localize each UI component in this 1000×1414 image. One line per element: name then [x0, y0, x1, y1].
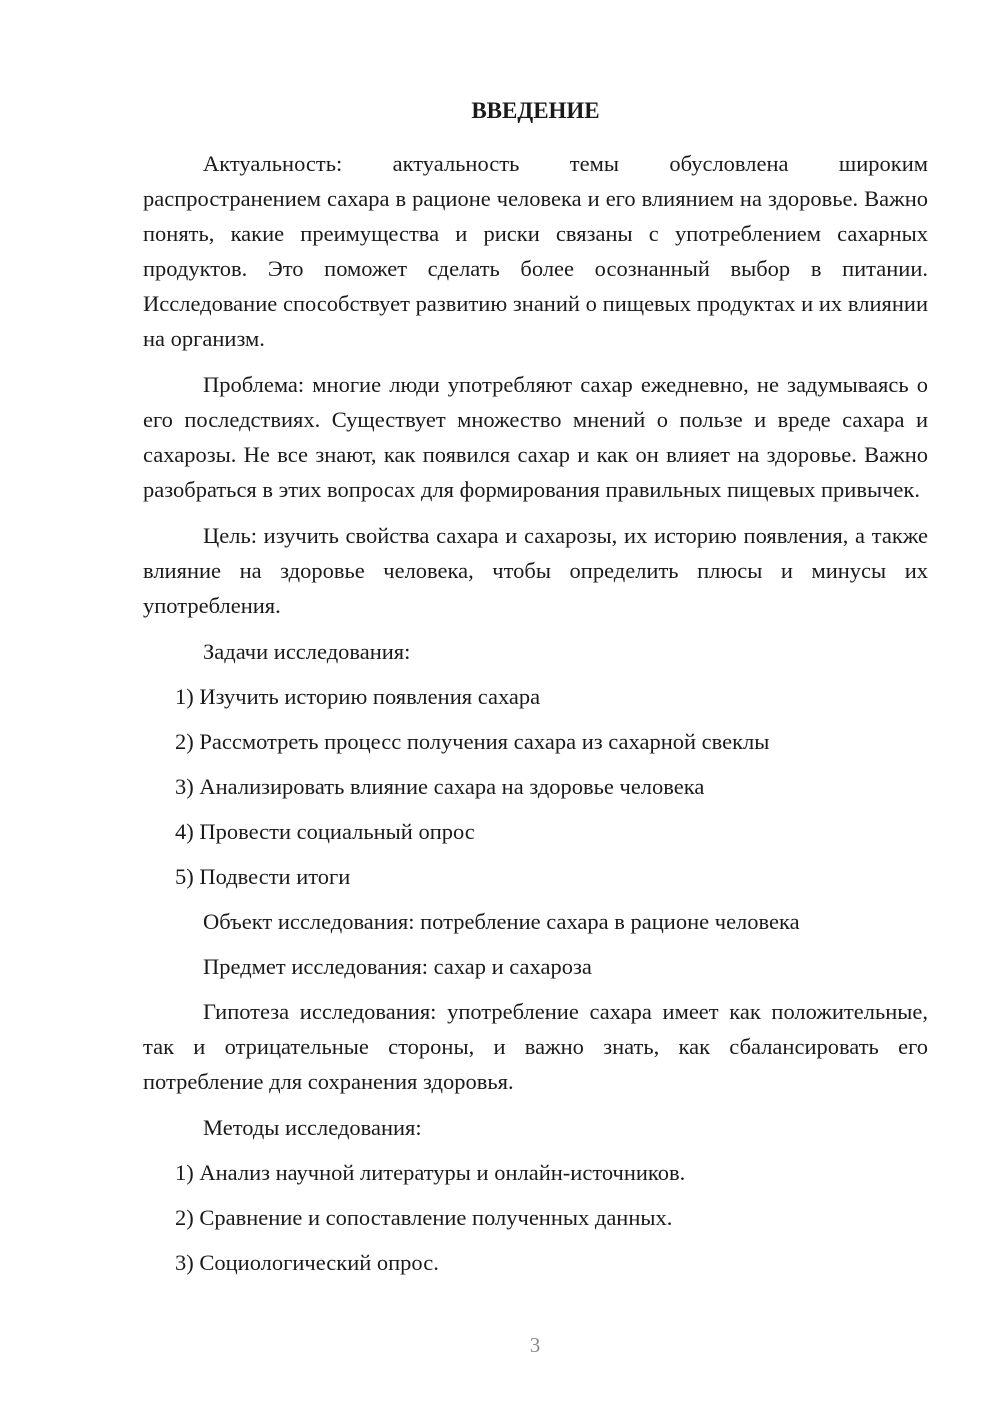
- list-item: 5) Подвести итоги: [175, 864, 351, 889]
- problem-paragraph: Проблема: многие люди употребляют сахар ежедневно, не задумываясь о его последствиях. Существует множество мнений о пользе и вреде сахара и сахарозы. Не все знают, как появился сахар и как он влияет на здоровье. Важно разобраться в этих вопросах для формирования правильных пищевых привычек.: [143, 372, 928, 502]
- research-object: Объект исследования: потребление сахара в рационе человека: [203, 909, 800, 934]
- methods-heading: Методы исследования:: [203, 1115, 422, 1140]
- document-page: [143, 96, 928, 1290]
- methods-list: [143, 1155, 928, 1280]
- list-item: 4) Провести социальный опрос: [175, 819, 475, 844]
- list-item: 3) Анализировать влияние сахара на здоровье человека: [175, 774, 705, 799]
- list-item: 1) Анализ научной литературы и онлайн-источников.: [175, 1160, 686, 1185]
- tasks-heading: Задачи исследования:: [203, 639, 411, 664]
- hypothesis-paragraph: Гипотеза исследования: употребление сахара имеет как положительные, так и отрицательные стороны, и важно знать, как сбалансировать его потребление для сохранения здоровья.: [143, 999, 928, 1094]
- tasks-list: [143, 679, 928, 894]
- list-item: 3) Социологический опрос.: [175, 1250, 439, 1275]
- list-item: 1) Изучить историю появления сахара: [175, 684, 541, 709]
- page-number: 3: [529, 1333, 541, 1357]
- relevance-paragraph: Актуальность: актуальность темы обусловлена широким распространением сахара в рационе человека и его влиянием на здоровье. Важно понять, какие преимущества и риски связаны с употреблением сахарных продуктов. Это поможет сделать более осознанный выбор в питании. Исследование способствует развитию знаний о пищевых продуктах и их влиянии на организм.: [143, 151, 928, 351]
- goal-paragraph: Цель: изучить свойства сахара и сахарозы, их историю появления, а также влияние на здоровье человека, чтобы определить плюсы и минусы их употребления.: [143, 523, 928, 618]
- list-item: 2) Сравнение и сопоставление полученных данных.: [175, 1205, 673, 1230]
- research-subject: Предмет исследования: сахар и сахароза: [203, 954, 592, 979]
- list-item: 2) Рассмотреть процесс получения сахара из сахарной свеклы: [175, 729, 770, 754]
- section-title: ВВЕДЕНИЕ: [471, 98, 600, 123]
